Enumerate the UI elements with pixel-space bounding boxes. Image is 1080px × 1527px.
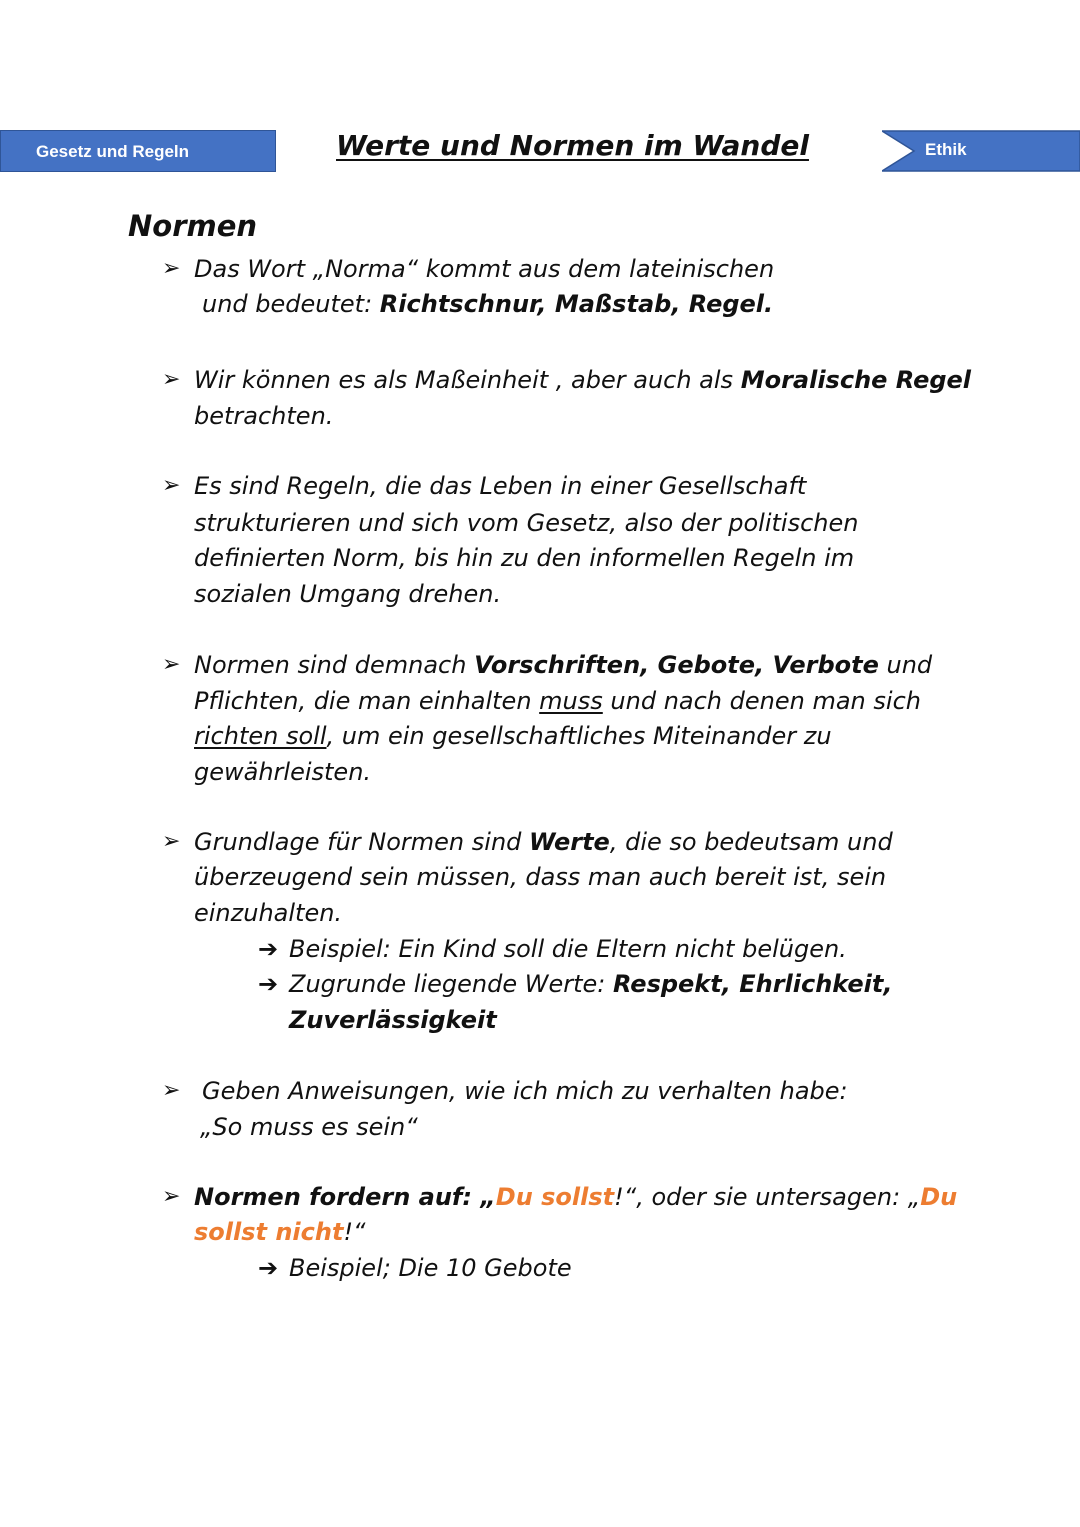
arrow-right-icon: ➔ <box>258 970 279 998</box>
bullet-1-line-1: Das Wort „Norma“ kommt aus dem lateinischen <box>194 255 775 283</box>
bullet-marker-icon: ➢ <box>162 256 181 281</box>
bullet-3-line-1: Es sind Regeln, die das Leben in einer Gesellschaft <box>194 472 807 500</box>
arrow-right-icon: ➔ <box>258 1254 279 1282</box>
bullet-6-line-2: „So muss es sein“ <box>200 1113 418 1141</box>
topic-tag <box>0 130 276 172</box>
arrow-right-icon: ➔ <box>258 935 279 963</box>
subject-tag-label: Ethik <box>925 140 967 159</box>
bullet-marker-icon: ➢ <box>162 1184 181 1209</box>
topic-tag-label: Gesetz und Regeln <box>36 142 190 161</box>
bullet-marker-icon: ➢ <box>162 1078 181 1103</box>
bullet-marker-icon: ➢ <box>162 652 181 677</box>
bullet-7-line-1: Normen fordern auf: „Du sollst!“, oder sie untersagen: „Du <box>194 1183 958 1211</box>
bullet-5-sub-2-cont: Zuverlässigkeit <box>289 1006 497 1034</box>
bullet-5-sub-2: Zugrunde liegende Werte: Respekt, Ehrlichkeit, <box>289 970 893 998</box>
bullet-3-line-3: definierten Norm, bis hin zu den informellen Regeln im <box>194 544 855 572</box>
bullet-7-sub-1: Beispiel; Die 10 Gebote <box>289 1254 572 1282</box>
bullet-4-line-2: Pflichten, die man einhalten muss und nach denen man sich <box>194 687 921 715</box>
section-heading: Normen <box>128 209 258 243</box>
bullet-7-line-2: sollst nicht!“ <box>194 1218 366 1246</box>
bullet-marker-icon: ➢ <box>162 473 181 498</box>
bullet-6-line-1: Geben Anweisungen, wie ich mich zu verhalten habe: <box>202 1077 848 1105</box>
bullet-5-line-2: überzeugend sein müssen, dass man auch bereit ist, sein <box>194 863 887 891</box>
bullet-5-line-1: Grundlage für Normen sind Werte, die so bedeutsam und <box>194 828 893 856</box>
bullet-2-line-1: Wir können es als Maßeinheit , aber auch als Moralische Regel <box>194 366 972 394</box>
bullet-3-line-4: sozialen Umgang drehen. <box>194 580 502 608</box>
subject-tag <box>882 130 1080 172</box>
bullet-3-line-2: strukturieren und sich vom Gesetz, also der politischen <box>194 509 859 537</box>
bullet-1-line-2: und bedeutet: Richtschnur, Maßstab, Regel. <box>202 290 774 318</box>
bullet-marker-icon: ➢ <box>162 367 181 392</box>
bullet-2-line-2: betrachten. <box>194 402 334 430</box>
bullet-4-line-3: richten soll, um ein gesellschaftliches Miteinander zu <box>194 722 832 750</box>
subject-tag-shape <box>882 130 1080 172</box>
bullet-5-sub-1: Beispiel: Ein Kind soll die Eltern nicht belügen. <box>289 935 847 963</box>
page-title: Werte und Normen im Wandel <box>336 129 809 162</box>
bullet-4-line-4: gewährleisten. <box>194 758 372 786</box>
bullet-5-line-3: einzuhalten. <box>194 899 343 927</box>
bullet-marker-icon: ➢ <box>162 829 181 854</box>
bullet-4-line-1: Normen sind demnach Vorschriften, Gebote, Verbote und <box>194 651 933 679</box>
